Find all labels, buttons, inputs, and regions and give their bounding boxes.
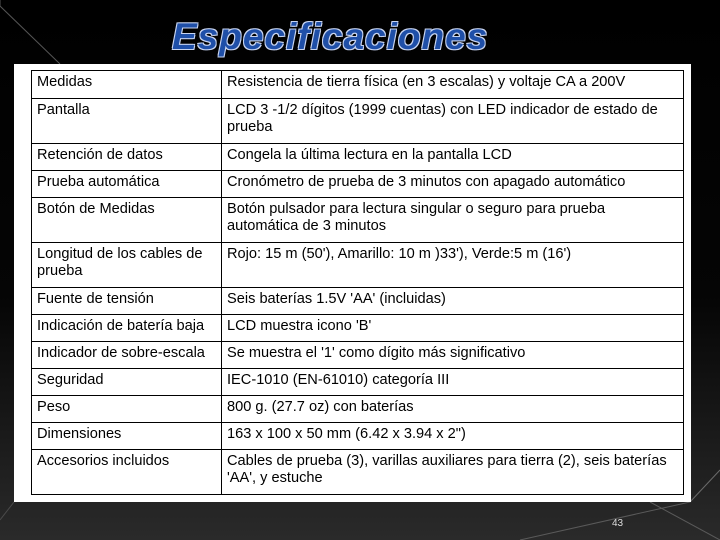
spec-label: Seguridad <box>32 369 222 396</box>
spec-label: Retención de datos <box>32 144 222 171</box>
spec-label: Peso <box>32 396 222 423</box>
spec-label: Dimensiones <box>32 423 222 450</box>
table-row <box>32 99 684 144</box>
spec-value: Resistencia de tierra física (en 3 escalas) y voltaje CA a 200V <box>222 71 684 99</box>
spec-value: Rojo: 15 m (50'), Amarillo: 10 m )33'), Verde:5 m (16') <box>222 243 684 288</box>
spec-label: Longitud de los cables de prueba <box>32 243 222 288</box>
spec-value: Congela la última lectura en la pantalla LCD <box>222 144 684 171</box>
table-row <box>32 243 684 288</box>
spec-label: Indicación de batería baja <box>32 315 222 342</box>
table-row <box>32 369 684 396</box>
table-row <box>32 450 684 495</box>
spec-label: Prueba automática <box>32 171 222 198</box>
spec-value: LCD 3 -1/2 dígitos (1999 cuentas) con LED indicador de estado de prueba <box>222 99 684 144</box>
spec-label: Indicador de sobre-escala <box>32 342 222 369</box>
spec-value: 800 g. (27.7 oz) con baterías <box>222 396 684 423</box>
spec-value: LCD muestra icono 'B' <box>222 315 684 342</box>
table-row <box>32 396 684 423</box>
spec-label: Fuente de tensión <box>32 288 222 315</box>
spec-value: Se muestra el '1' como dígito más significativo <box>222 342 684 369</box>
page-number: 43 <box>612 518 624 529</box>
table-row <box>32 71 684 99</box>
table-row <box>32 423 684 450</box>
table-row <box>32 171 684 198</box>
spec-value: Seis baterías 1.5V 'AA' (incluidas) <box>222 288 684 315</box>
slide-title: Especificaciones <box>172 16 489 57</box>
spec-value: Cronómetro de prueba de 3 minutos con apagado automático <box>222 171 684 198</box>
table-row <box>32 342 684 369</box>
specs-table <box>31 70 684 495</box>
specs-sheet <box>14 64 691 502</box>
spec-value: 163 x 100 x 50 mm (6.42 x 3.94 x 2") <box>222 423 684 450</box>
table-row <box>32 198 684 243</box>
spec-label: Medidas <box>32 71 222 99</box>
spec-value: Botón pulsador para lectura singular o seguro para prueba automática de 3 minutos <box>222 198 684 243</box>
spec-label: Accesorios incluidos <box>32 450 222 495</box>
spec-value: IEC-1010 (EN-61010) categoría III <box>222 369 684 396</box>
table-row <box>32 144 684 171</box>
table-row <box>32 288 684 315</box>
spec-label: Pantalla <box>32 99 222 144</box>
spec-label: Botón de Medidas <box>32 198 222 243</box>
spec-value: Cables de prueba (3), varillas auxiliares para tierra (2), seis baterías 'AA', y estuche <box>222 450 684 495</box>
table-row <box>32 315 684 342</box>
